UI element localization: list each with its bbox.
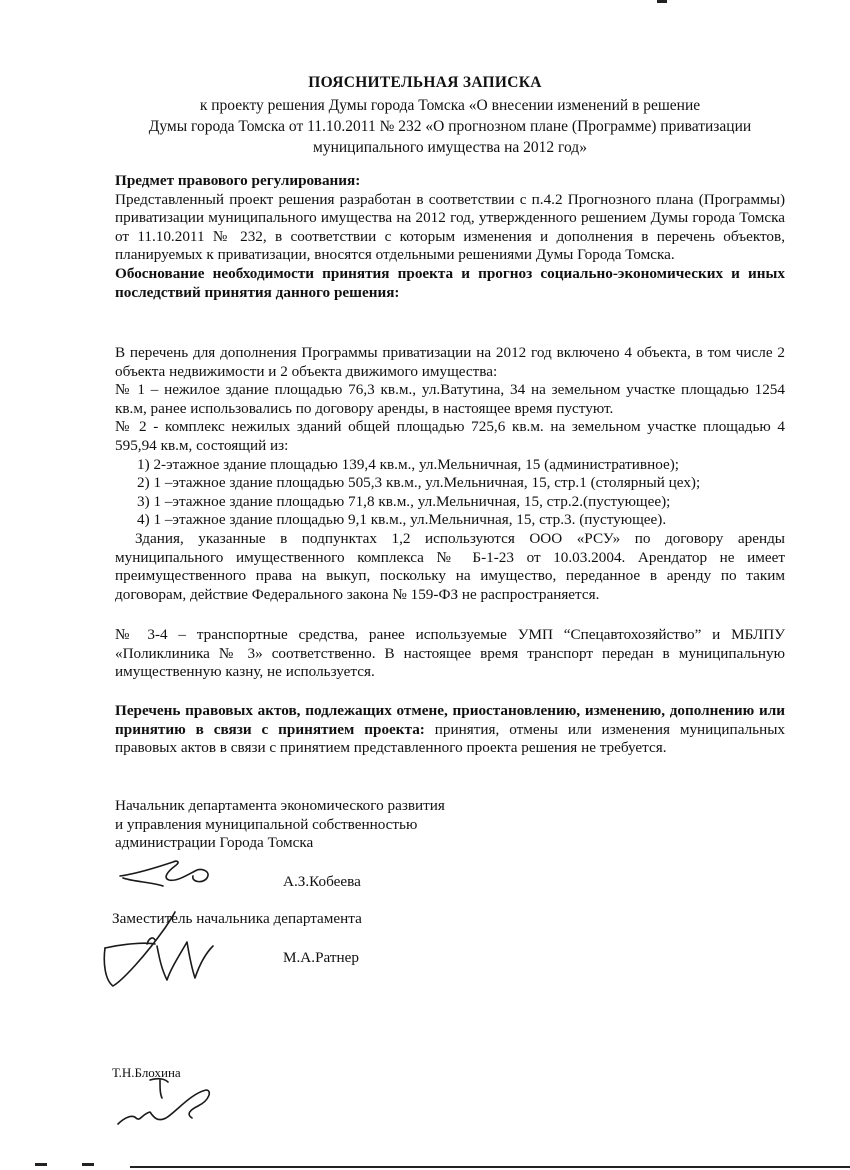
document-subtitle [100,95,800,158]
list-item: 1) 2-этажное здание площадью 139,4 кв.м., ул.Мельничная, 15 (административное); [137,455,680,473]
legal-acts-paragraph [115,702,785,758]
signature-executor-icon [110,1074,220,1134]
document-title: ПОЯСНИТЕЛЬНАЯ ЗАПИСКА [308,74,542,91]
signature-ratner-icon [95,908,225,993]
object-item-1: № 1 – нежилое здание площадью 76,3 кв.м., ул.Ватутина, 34 на земельном участке площадью 1254 кв.м, ранее использовались по договору аренды, в настоящее время пустуют. [115,381,785,417]
building-list [115,456,785,530]
section-text: принятия, отмены или изменения муниципальных правовых актов в связи с принятием представленного проекта решения не требуется. [115,720,785,757]
deputy-position: Заместитель начальника департамента [112,910,362,927]
list-item: 4) 1 –этажное здание площадью 9,1 кв.м., ул.Мельничная, 15, стр.3. (пустующее). [137,511,667,529]
section-legal-acts [115,702,785,758]
signatory-name-1: А.З.Кобеева [283,873,361,890]
object-item-2: № 2 - комплекс нежилых зданий общей площадью 725,6 кв.м. на земельном участке площадью 4 595,94 кв.м, состоящий из: [115,418,785,454]
buildings-note: Здания, указанные в подпунктах 1,2 используются ООО «РСУ» по договору аренды муниципального имущественного комплекса № Б-1-23 от 10.03.2004. Арендатор не имеет преимущественного права на выкуп, поскольку на имущество, переданное в аренду по таким договорам, действие Федерального закона № 159-ФЗ не распространяется. [115,529,785,603]
section-heading: Предмет правового регулирования: [115,172,361,189]
section-text: Представленный проект решения разработан в соответствии с п.4.2 Прогнозного плана (Программы) приватизации муниципального имущества на 2012 год, утвержденного решением Думы города Томска от 11.10.2011 № 232, в соответствии с которым изменения и дополнения в перечень объектов, планируемых к приватизации, вносятся отдельными решениями Думы Города Томска. [115,190,785,264]
section-justification [115,344,785,604]
signatory-position [115,797,615,853]
subtitle-line: муниципального имущества на 2012 год» [313,139,587,156]
scan-mark-top [657,0,667,3]
scan-mark-bottom-left [35,1163,47,1166]
subtitle-line: Думы города Томска от 11.10.2011 № 232 «О прогнозном плане (Программе) приватизации [148,118,752,135]
objects-intro: В перечень для дополнения Программы приватизации на 2012 год включено 4 объекта, в том числе 2 объекта недвижимости и 2 объекта движимого имущества: [115,344,785,380]
section-heading: Обоснование необходимости принятия проекта и прогноз социально-экономических и иных последствий принятия данного решения: [115,264,785,301]
section-heading: Перечень правовых актов, подлежащих отмене, приостановлению, изменению, дополнению или принятию в связи с принятием проекта: [115,702,785,738]
executor-name: Т.Н.Блохина [112,1065,181,1080]
list-item: 2) 1 –этажное здание площадью 505,3 кв.м., ул.Мельничная, 15, стр.1 (столярный цех); [137,474,701,492]
section-vehicles [115,626,785,682]
signature-kobeeva-icon [115,852,225,892]
signatory-name-2: М.А.Ратнер [283,949,359,966]
position-line: Начальник департамента экономического развития [115,797,445,814]
scan-mark-bottom-left-2 [82,1163,94,1166]
position-line: администрации Города Томска [115,834,314,852]
object-item-3-4: № 3-4 – транспортные средства, ранее используемые УМП “Спецавтохозяйство” и МБЛПУ «Поликлиника № 3» соответственно. В настоящее время транспорт передан в муниципальную имущественную казну, не используется. [115,626,785,681]
list-item: 3) 1 –этажное здание площадью 71,8 кв.м., ул.Мельничная, 15, стр.2.(пустующее); [137,492,671,510]
scan-line-bottom [130,1166,850,1168]
section-regulation [115,172,785,302]
subtitle-line: к проекту решения Думы города Томска «О внесении изменений в решение [199,97,701,114]
position-line: и управления муниципальной собственностью [115,815,418,833]
